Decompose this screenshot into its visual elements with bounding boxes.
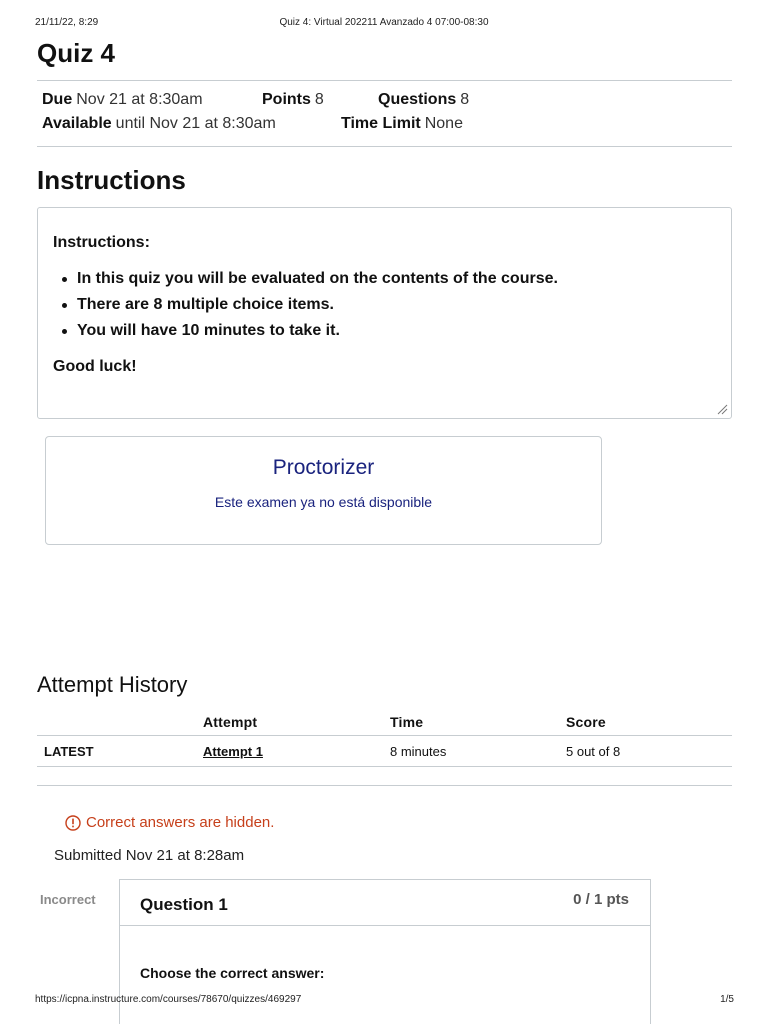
attempt-history-title: Attempt History (37, 672, 188, 697)
divider (37, 785, 732, 786)
question-status: Incorrect (40, 892, 96, 907)
answers-hidden-notice (65, 814, 274, 831)
meta-questions-value: 8 (460, 91, 470, 108)
meta-due (42, 91, 203, 109)
meta-available (42, 115, 276, 133)
question-name: Question 1 (140, 895, 228, 914)
meta-points-label: Points (262, 91, 311, 108)
column-header-time: Time (390, 714, 424, 730)
proctorizer-card (45, 436, 602, 545)
divider (37, 146, 732, 147)
instructions-item: You will have 10 minutes to take it. (62, 318, 716, 344)
meta-time-limit-value: None (424, 115, 463, 132)
meta-due-value: Nov 21 at 8:30am (76, 91, 203, 108)
meta-due-label: Due (42, 91, 73, 108)
print-title: Quiz 4: Virtual 202211 Avanzado 4 07:00-08:30 (279, 17, 489, 28)
meta-time-limit (341, 115, 463, 133)
question-points: 0 / 1 pts (573, 891, 629, 908)
meta-points (262, 91, 324, 109)
page-title: Quiz 4 (37, 38, 116, 68)
submitted-time: Submitted Nov 21 at 8:28am (54, 847, 245, 864)
divider (37, 80, 732, 81)
print-datetime: 21/11/22, 8:29 (35, 17, 99, 28)
meta-questions (378, 91, 469, 109)
column-header-score: Score (566, 714, 606, 730)
instructions-item: In this quiz you will be evaluated on the contents of the course. (62, 266, 716, 292)
attempt-1-link[interactable]: Attempt 1 (203, 744, 263, 759)
table-row-divider (37, 766, 732, 767)
instructions-list (62, 266, 716, 344)
column-header-attempt: Attempt (203, 714, 258, 730)
proctorizer-message: Este examen ya no está disponible (214, 494, 433, 510)
meta-available-value: until Nov 21 at 8:30am (115, 115, 276, 132)
meta-available-label: Available (42, 115, 112, 132)
instructions-box (37, 207, 732, 419)
question-prompt: Choose the correct answer: (140, 965, 325, 981)
meta-time-limit-label: Time Limit (341, 115, 421, 132)
instructions-item: There are 8 multiple choice items. (62, 292, 716, 318)
attempt-history-table (37, 708, 732, 768)
instructions-heading: Instructions: (53, 234, 150, 251)
resize-handle-icon[interactable] (717, 404, 728, 415)
instructions-title: Instructions (37, 165, 186, 195)
proctorizer-title: Proctorizer (272, 456, 375, 479)
attempt-time: 8 minutes (390, 744, 447, 759)
row-label-latest: LATEST (44, 744, 94, 759)
print-page-number: 1/5 (720, 994, 734, 1005)
question-header (120, 880, 650, 926)
print-header (0, 17, 768, 31)
meta-questions-label: Questions (378, 91, 457, 108)
instructions-closing: Good luck! (53, 358, 137, 375)
print-url: https://icpna.instructure.com/courses/78670/quizzes/469297 (35, 994, 302, 1005)
meta-points-value: 8 (314, 91, 324, 108)
attempt-score: 5 out of 8 (566, 744, 621, 759)
warning-icon (65, 815, 81, 831)
notice-text: Correct answers are hidden. (86, 814, 275, 831)
table-header-divider (37, 735, 732, 736)
